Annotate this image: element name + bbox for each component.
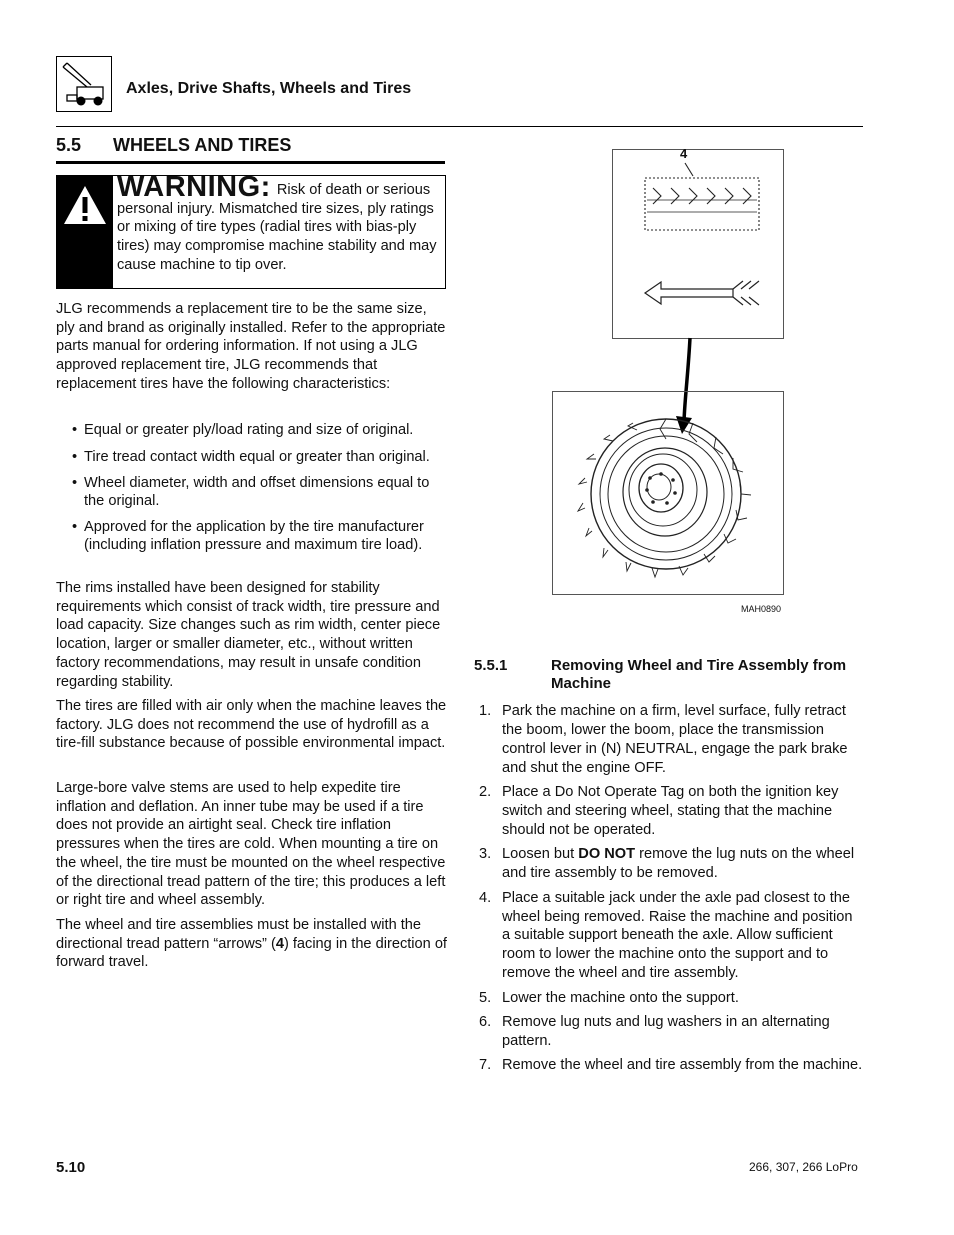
header-logo-box	[56, 56, 112, 112]
step-text: Place a suitable jack under the axle pad closest to the wheel being removed. Raise the machine and position a suitable support beneath the axle. Allow sufficient room to lower the machine onto the support and to remove the wheel and tire assembly.	[502, 889, 853, 982]
tread-detail-figure	[612, 149, 784, 339]
warning-text-block	[117, 171, 443, 275]
warning-exclamation-icon	[62, 183, 108, 227]
step-number: 2.	[479, 784, 492, 801]
warning-word: WARNING:	[117, 171, 271, 203]
step-text: Lower the machine onto the support.	[502, 989, 739, 1006]
warning-box	[56, 171, 446, 289]
step-number: 3.	[479, 846, 492, 863]
list-item: • Equal or greater ply/load rating and size of original.	[72, 422, 450, 440]
list-item	[474, 989, 864, 1008]
step-number: 5.	[479, 989, 492, 1006]
removal-steps-list	[474, 702, 864, 1081]
header-title: Axles, Drive Shafts, Wheels and Tires	[126, 80, 412, 97]
valve-stems-paragraph: Large-bore valve stems are used to help expedite tire inflation and deflation. An inner tube may be used if a tire does not provide an airtight seal. Check tire inflation pressures when the tires are cold. When mounting a tire on the wheel, the tire must be mounted on the wheel respective of the directional tread pattern of the tire; this produces a left or right tire and wheel assembly.	[56, 780, 446, 909]
step-text-emphasis: DO NOT	[578, 846, 636, 863]
list-item: • Wheel diameter, width and offset dimensions equal to the original.	[72, 475, 450, 510]
section-title: WHEELS AND TIRES	[113, 135, 292, 155]
list-item	[474, 889, 864, 984]
step-number: 4.	[479, 889, 492, 906]
tread-direction-paragraph	[56, 916, 448, 972]
step-number: 6.	[479, 1014, 492, 1031]
characteristics-list	[72, 422, 450, 563]
step-number: 1.	[479, 703, 492, 719]
tread-pattern-icon	[613, 150, 783, 338]
footer-models: 266, 307, 266 LoPro	[749, 1160, 858, 1174]
air-fill-paragraph: The tires are filled with air only when the machine leaves the factory. JLG does not recommend the use of hydrofill as a tire-fill substance because of possible environmental impact.	[56, 698, 447, 752]
figure-code: MAH0890	[741, 604, 782, 614]
rims-paragraph: The rims installed have been designed for stability requirements which consist of track width, tire pressure and load capacity. Size changes such as rim width, center piece location, larger or smaller diameter, etc., without written factory recommendations, may result in unsafe condition regarding stability.	[56, 580, 441, 690]
figure-callout: 4	[680, 146, 688, 161]
section-heading	[56, 135, 445, 156]
section-number: 5.5	[56, 135, 82, 155]
warning-message: Risk of death or serious personal injury. Mismatched tire sizes, ply ratings or mixing of tire types (radial tires with bias-ply tires) may compromise machine stability and may cause machine to tip over.	[117, 182, 437, 273]
list-item	[474, 783, 864, 840]
subsection-number: 5.5.1	[474, 657, 508, 674]
tire-wheel-figure	[552, 391, 784, 595]
tread-direction-text-b: ) facing in the direction of forward travel.	[56, 935, 447, 971]
tread-direction-text-a: The wheel and tire assemblies must be installed with the directional tread pattern “arrows” (	[56, 917, 422, 952]
list-item	[474, 1013, 864, 1051]
lift-machine-icon	[57, 57, 111, 111]
list-item: • Approved for the application by the tire manufacturer (including inflation pressure and maximum tire load).	[72, 519, 450, 554]
warning-sidebar	[57, 176, 113, 288]
intro-paragraph: JLG recommends a replacement tire to be the same size, ply and brand as originally installed. Refer to the appropriate parts manual for ordering information. If not using a JLG approved replacement tire, JLG recommends that replacement tires have the following characteristics:	[56, 301, 446, 392]
subsection-title: Removing Wheel and Tire Assembly from Machine	[551, 657, 847, 692]
direction-arrow-icon	[641, 278, 761, 308]
step-text: Place a Do Not Operate Tag on both the ignition key switch and steering wheel, stating that the machine should not be operated.	[502, 784, 839, 838]
page-number: 5.10	[56, 1159, 86, 1176]
step-number: 7.	[479, 1057, 492, 1074]
tread-direction-callout: 4	[275, 935, 284, 952]
list-item	[474, 845, 864, 883]
tire-wheel-icon	[553, 392, 783, 594]
step-text: Remove the wheel and tire assembly from the machine.	[502, 1057, 863, 1074]
list-item	[474, 1056, 864, 1075]
section-rule	[56, 161, 445, 164]
step-text-b: remove the lug nuts on the wheel and tire assembly to be removed.	[502, 846, 855, 882]
step-text: Park the machine on a firm, level surface, fully retract the boom, lower the boom, place the transmission control lever in (N) NEUTRAL, engage the park brake and shut the engine OFF.	[502, 703, 848, 776]
step-text-a: Loosen but	[502, 846, 579, 863]
header-rule	[56, 126, 863, 127]
list-item	[474, 702, 864, 778]
step-text: Remove lug nuts and lug washers in an alternating pattern.	[502, 1014, 830, 1049]
list-item: • Tire tread contact width equal or greater than original.	[72, 449, 450, 467]
